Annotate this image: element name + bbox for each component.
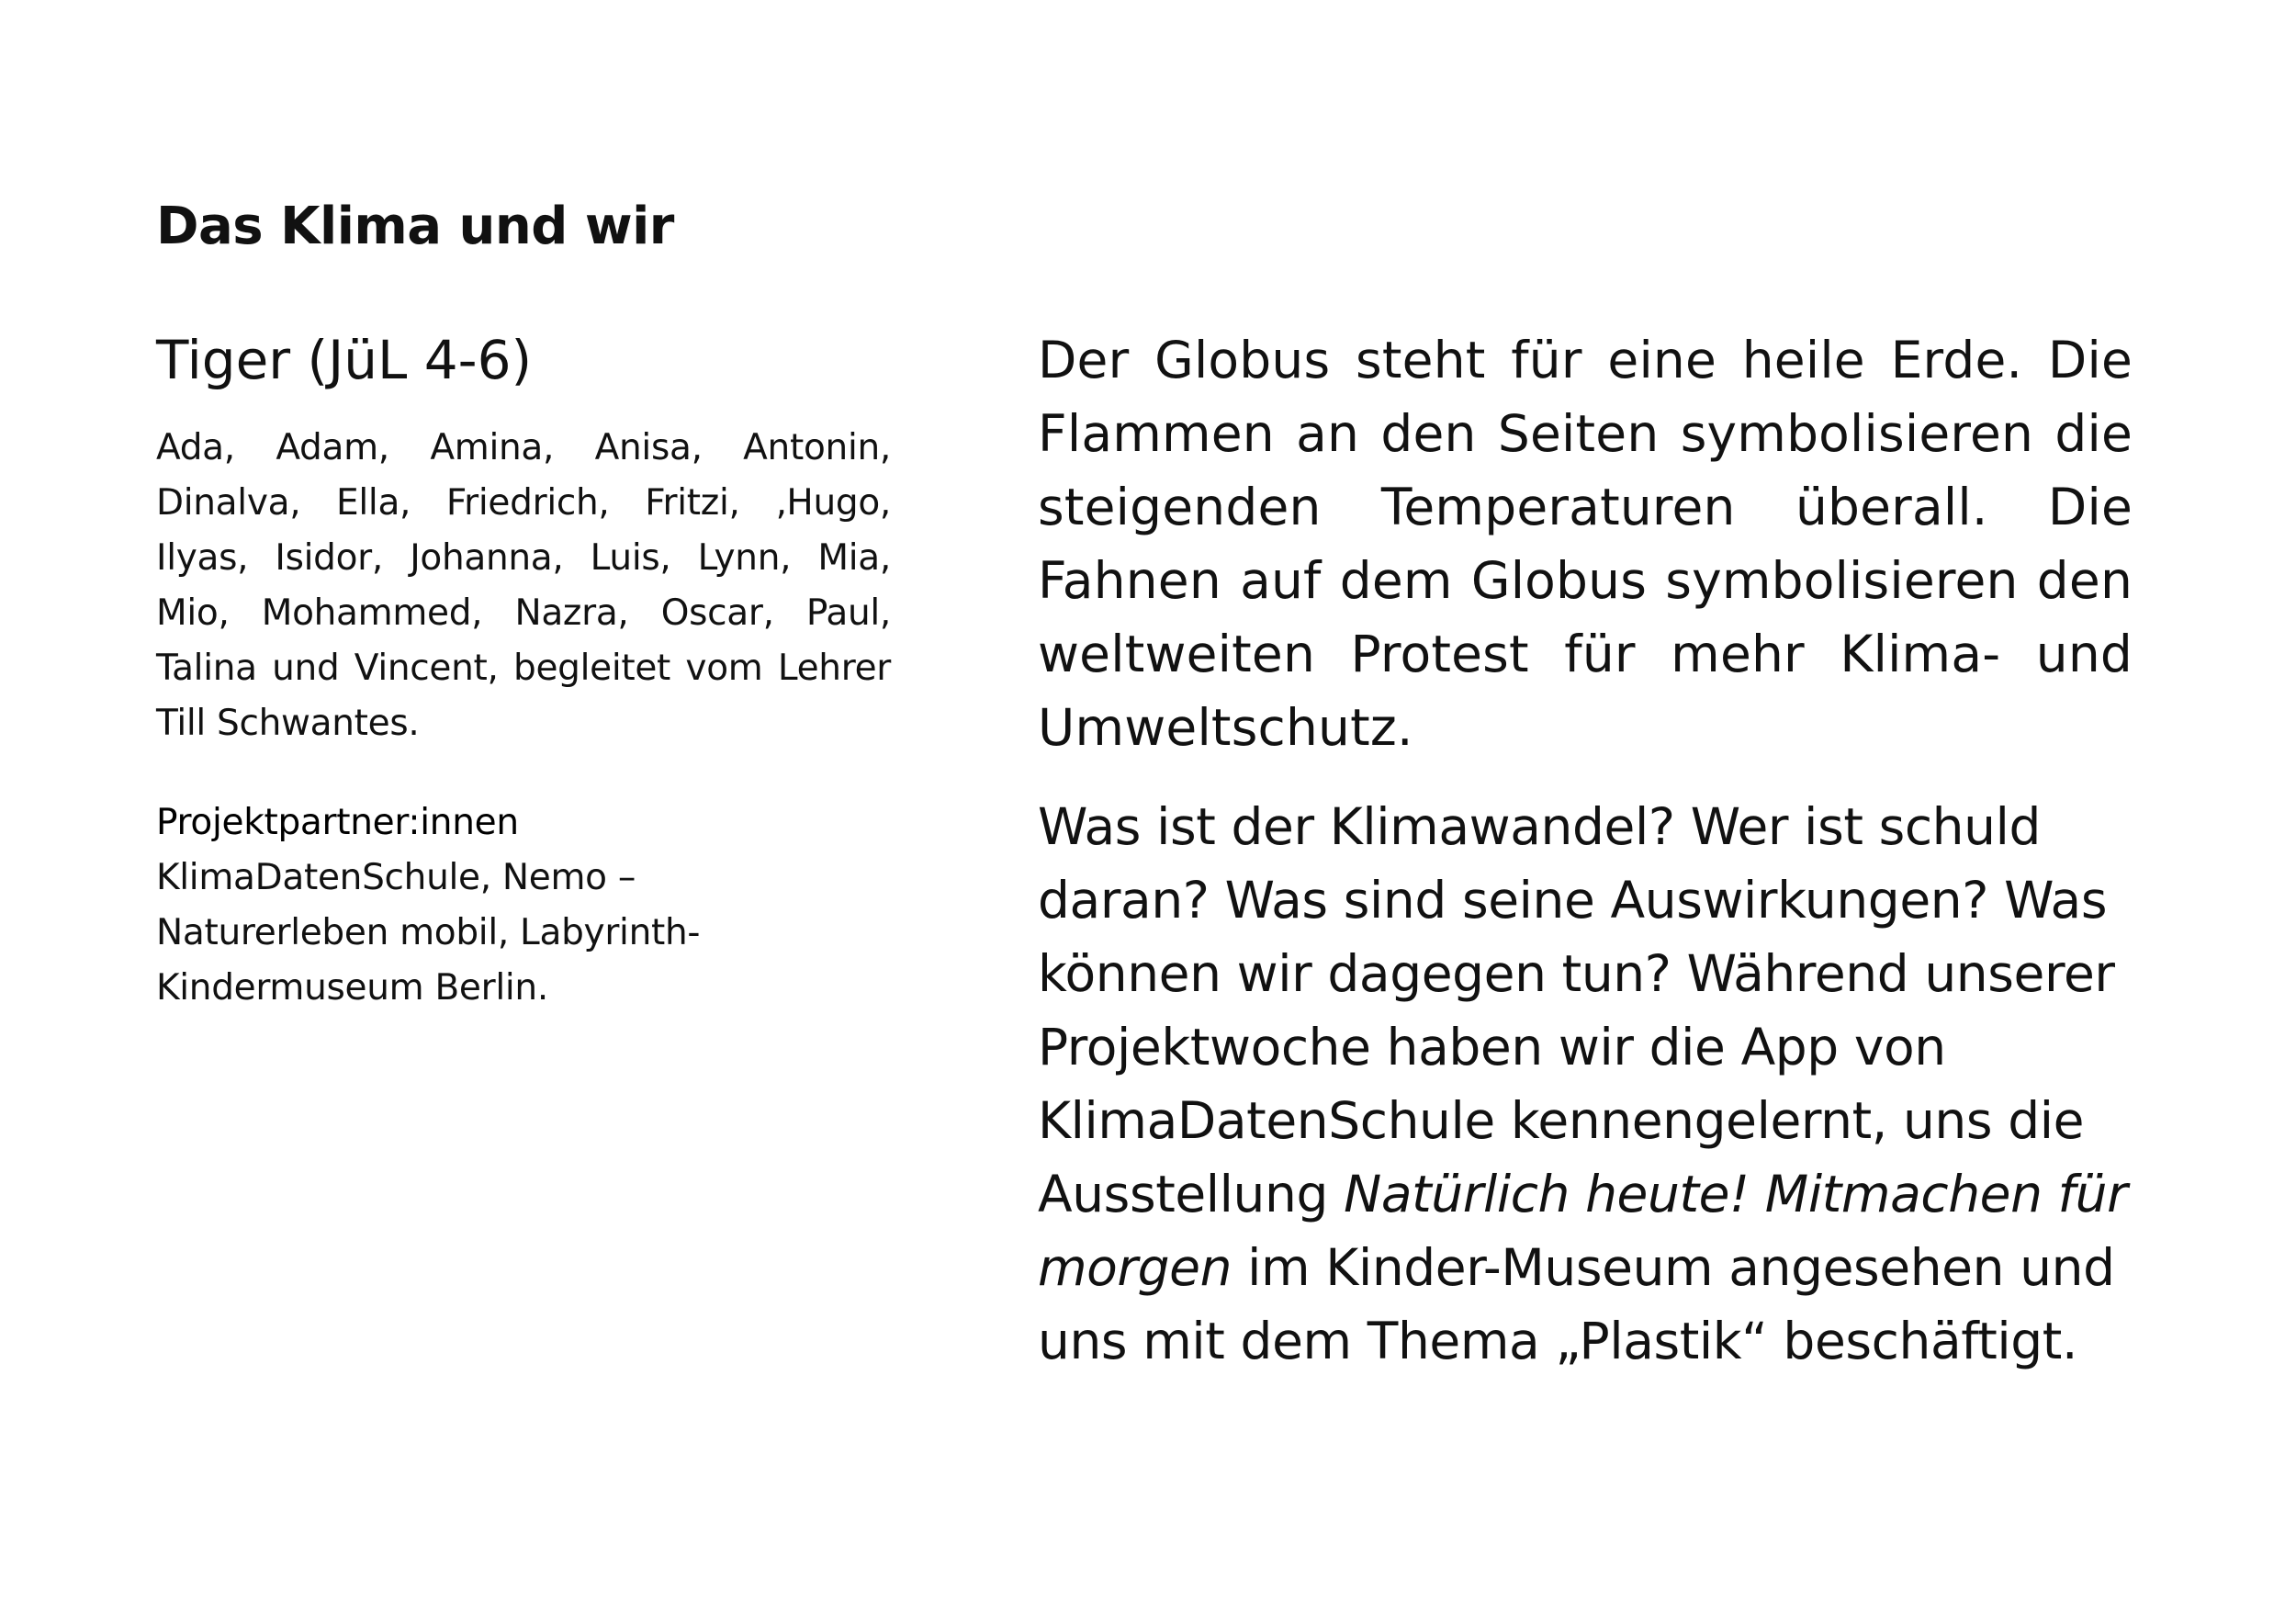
description-column xyxy=(1038,323,2133,1378)
project-info-column xyxy=(156,329,891,1016)
group-title: Tiger (JüL 4-6) xyxy=(156,329,533,391)
members-list: Ada, Adam, Amina, Anisa, Antonin, Dinalva, Ella, Friedrich, Fritzi, ‚Hugo, Ilyas, Isidor, Johanna, Luis, Lynn, Mia, Mio, Mohammed, Nazra, Oscar, Paul, Talina und Vincent, begleitet vom Lehrer Till Schwantes. xyxy=(156,427,891,744)
paragraph-2-text-end: im Kinder-Museum angesehen und uns mit dem Thema „Plastik“ beschäftigt. xyxy=(1038,1238,2115,1370)
paragraph-2-text-start: Was ist der Klimawandel? Wer ist schuld daran? Was sind seine Auswirkungen? Was können wir dagegen tun? Während unserer Projektwoche haben wir die App von KlimaDatenSchule kennengelernt, uns die Ausstellung xyxy=(1038,797,2115,1223)
partners-title: Projektpartner:innen xyxy=(156,802,519,843)
partners-text: KlimaDatenSchule, Nemo – Naturerleben mobil, Labyrinth-Kindermuseum Berlin. xyxy=(156,857,701,1009)
exhibition-title: Natürlich heute! Mitmachen für morgen xyxy=(1038,1165,2128,1297)
partners-section xyxy=(156,795,891,1016)
description-paragraph-1: Der Globus steht für eine heile Erde. Die Flammen an den Seiten symbolisieren die steigenden Temperaturen überall. Die Fahnen auf dem Globus symbolisieren den weltweiten Protest für mehr Klima- und Umweltschutz. xyxy=(1038,331,2133,757)
page-title: Das Klima und wir xyxy=(156,197,674,256)
description-paragraph-2 xyxy=(1038,790,2133,1378)
